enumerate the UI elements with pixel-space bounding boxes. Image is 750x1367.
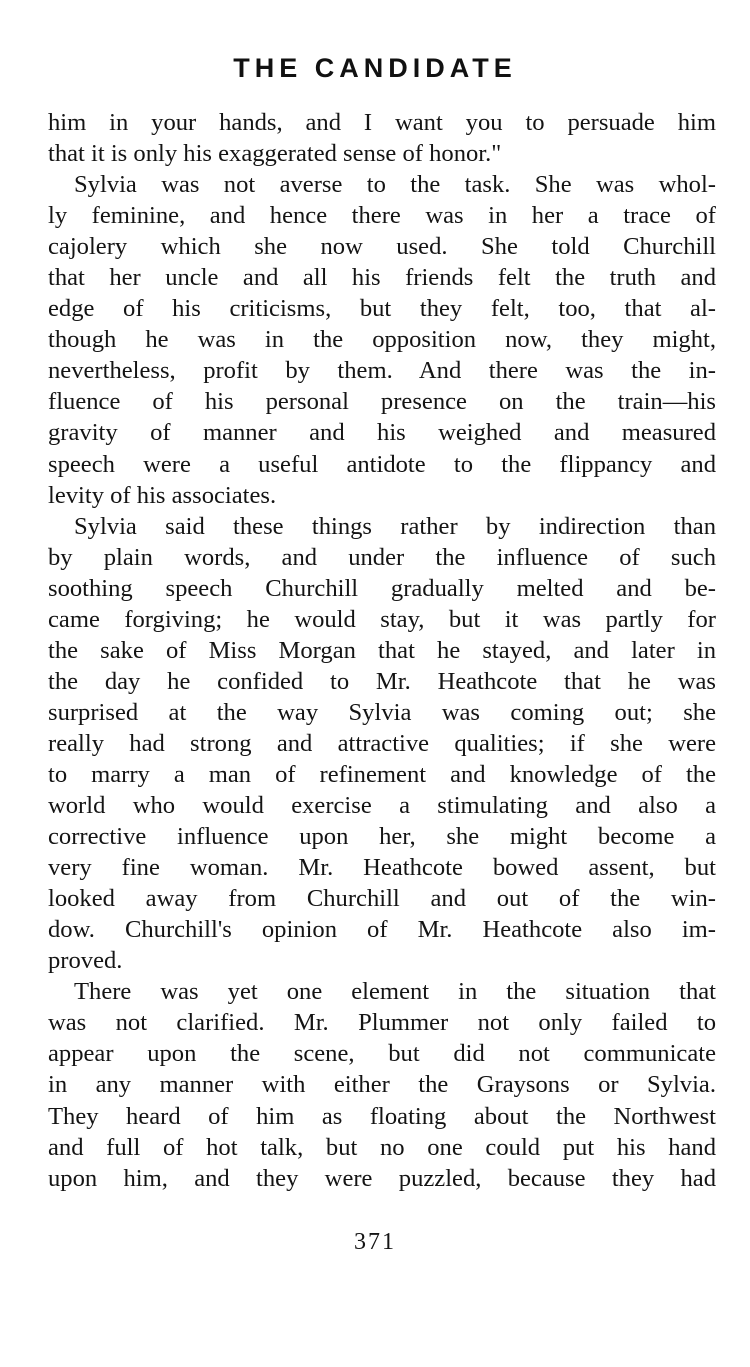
text-line: nevertheless, profit by them. And there was the in- (48, 357, 716, 385)
text-line: really had strong and attractive qualities; if she were (48, 729, 716, 757)
text-line: that it is only his exaggerated sense of honor." (48, 140, 502, 168)
text-line: Sylvia said these things rather by indirection than (74, 512, 716, 540)
text-line: though he was in the opposition now, they might, (48, 326, 716, 354)
text-line: came forgiving; he would stay, but it was partly for (48, 605, 716, 633)
text-line: world who would exercise a stimulating and also a (48, 792, 716, 820)
text-line: the day he confided to Mr. Heathcote that he was (48, 667, 716, 695)
text-line: speech were a useful antidote to the flippancy and (48, 450, 716, 478)
text-line: cajolery which she now used. She told Churchill (48, 233, 716, 261)
text-line: proved. (48, 947, 123, 975)
text-line: to marry a man of refinement and knowledge of the (48, 760, 716, 788)
text-line: and full of hot talk, but no one could put his hand (48, 1133, 716, 1161)
text-line: upon him, and they were puzzled, because they had (48, 1164, 716, 1192)
text-line: appear upon the scene, but did not communicate (48, 1040, 716, 1068)
text-line: soothing speech Churchill gradually melted and be- (48, 574, 716, 602)
text-line: fluence of his personal presence on the train—his (48, 388, 716, 416)
text-line: was not clarified. Mr. Plummer not only failed to (48, 1009, 716, 1037)
text-line: in any manner with either the Graysons or Sylvia. (48, 1071, 716, 1099)
paragraph-1 (48, 107, 716, 169)
text-line: They heard of him as floating about the Northwest (48, 1102, 716, 1130)
text-line: looked away from Churchill and out of the win- (48, 885, 716, 913)
running-head: THE CANDIDATE (233, 53, 517, 83)
text-line: him in your hands, and I want you to persuade him (48, 109, 716, 136)
text-line: levity of his associates. (48, 481, 277, 509)
text-line: ly feminine, and hence there was in her a trace of (48, 202, 716, 230)
paragraph-4 (48, 976, 716, 1193)
text-line: by plain words, and under the influence of such (48, 543, 716, 571)
text-line: that her uncle and all his friends felt the truth and (48, 264, 716, 292)
text-line: Sylvia was not averse to the task. She was whol- (74, 171, 716, 199)
text-line: surprised at the way Sylvia was coming out; she (48, 698, 716, 726)
text-line: corrective influence upon her, she might become a (48, 823, 716, 851)
page-number: 371 (354, 1229, 396, 1255)
text-line: edge of his criticisms, but they felt, too, that al- (48, 295, 716, 323)
text-line: There was yet one element in the situation that (74, 978, 716, 1006)
text-line: gravity of manner and his weighed and measured (48, 419, 716, 447)
text-line: dow. Churchill's opinion of Mr. Heathcote also im- (48, 916, 716, 944)
text-line: the sake of Miss Morgan that he stayed, and later in (48, 636, 716, 664)
text-line: very fine woman. Mr. Heathcote bowed assent, but (48, 854, 716, 882)
paragraph-3 (48, 511, 716, 977)
body-text (48, 107, 716, 1194)
paragraph-2 (48, 169, 716, 511)
